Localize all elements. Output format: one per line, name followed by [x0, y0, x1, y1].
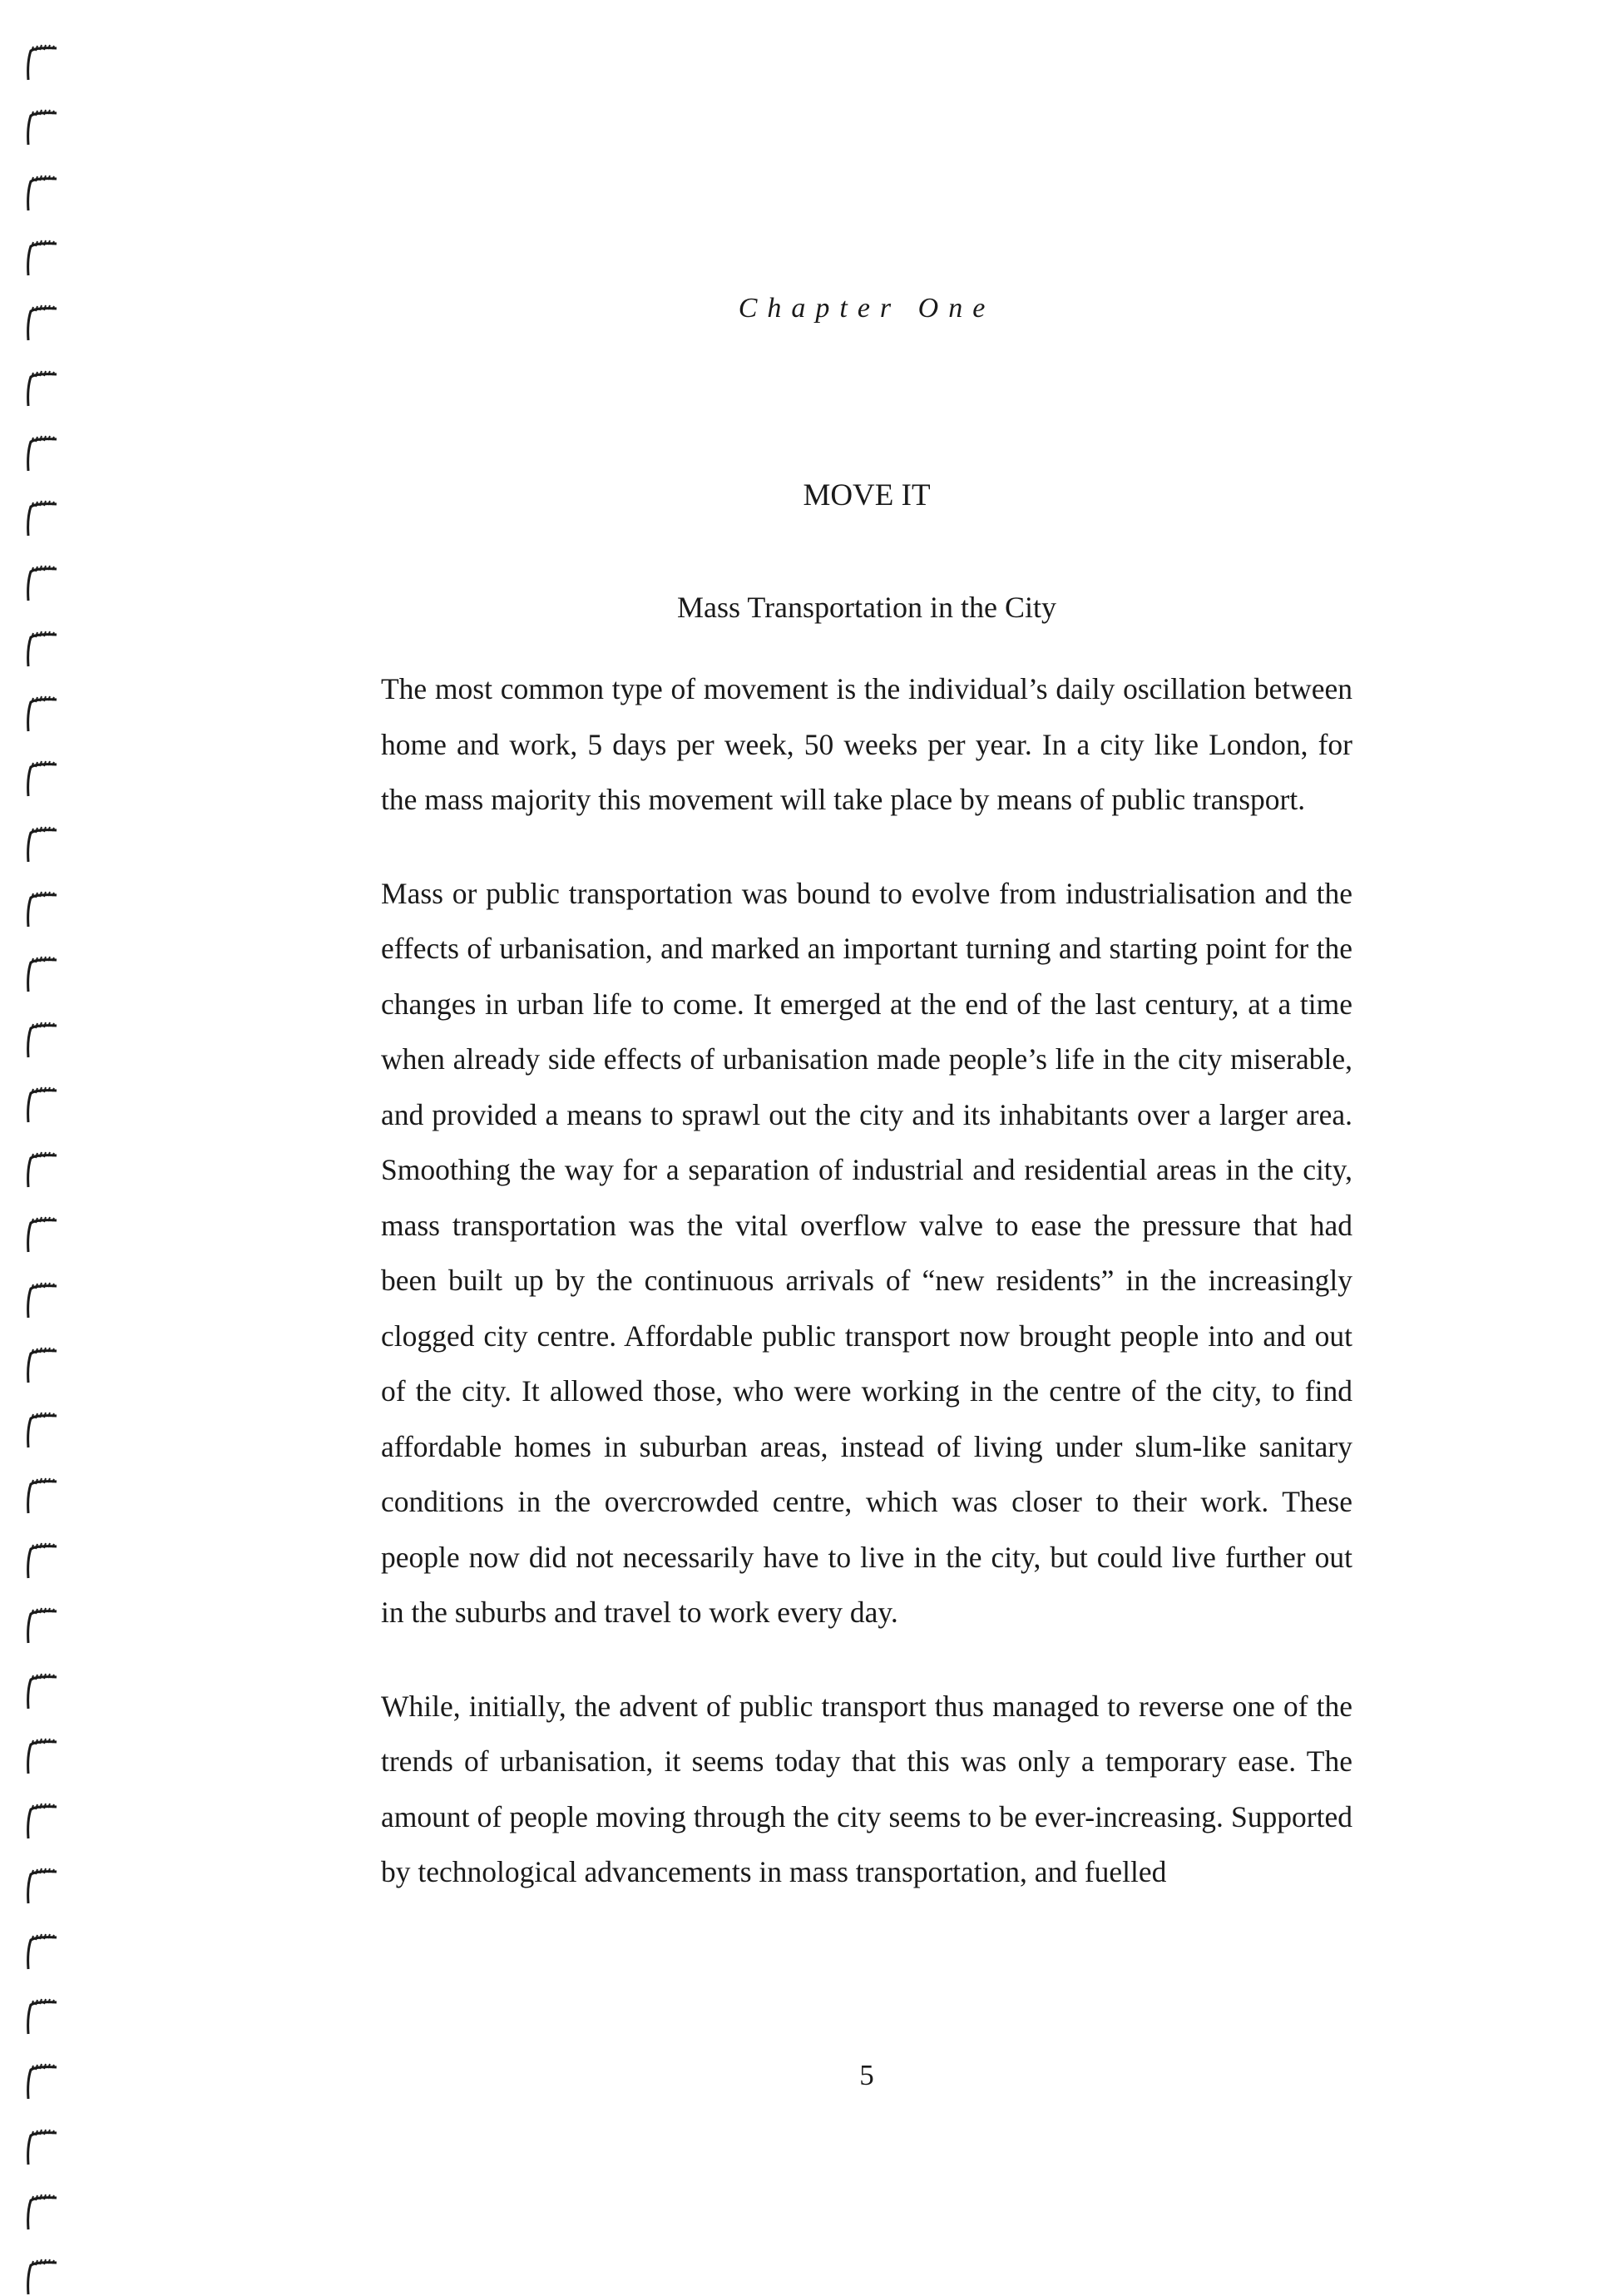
paragraph: While, initially, the advent of public transport thus managed to reverse one of the trends of urbanisation, it seems today that this was only a temporary ease. The amount of people moving through the city seems to be ever-increasing. Supported by technological advancements in mass transportation, and fuelled	[381, 1689, 1352, 1888]
spiral-binding-hole-icon	[23, 1411, 60, 1449]
page-number: 5	[859, 2059, 874, 2091]
spiral-binding-hole-icon	[23, 564, 60, 602]
spiral-binding-hole-icon	[23, 1215, 60, 1254]
section-subtitle: Mass Transportation in the City	[676, 591, 1057, 624]
spiral-binding-hole-icon	[23, 2062, 60, 2101]
spiral-binding-hole-icon	[23, 1281, 60, 1319]
spiral-binding-hole-icon	[23, 1021, 60, 1059]
paragraph: Mass or public transportation was bound to evolve from industrialisation and the effects of urbanisation, and marked an important turning and starting point for the changes in urban life to come. It emerged at the end of the last century, at a time when already side effects of urbanisation made people’s life in the city miserable, and provided a means to sprawl out the city and its inhabitants over a larger area. Smoothing the way for a separation of industrial and residential areas in the city, mass transportation was the vital overflow valve to ease the pressure that had been built up by the continuous arrivals of “new residents” in the increasingly clogged city centre. Affordable public transport now brought people into and out of the city. It allowed those, who were working in the centre of the city, to find affordable homes in suburban areas, instead of living under slum-like sanitary conditions in the overcrowded centre, which was closer to their work. These people now did not necessarily have to live in the city, but could live further out in the suburbs and travel to work every day.	[381, 876, 1352, 1629]
spiral-binding	[0, 0, 91, 2269]
spiral-binding-hole-icon	[23, 630, 60, 668]
spiral-binding-hole-icon	[23, 2258, 60, 2296]
spiral-binding-hole-icon	[23, 1802, 60, 1840]
spiral-binding-hole-icon	[23, 760, 60, 798]
spiral-binding-hole-icon	[23, 108, 60, 146]
spiral-binding-hole-icon	[23, 1867, 60, 1905]
spiral-binding-hole-icon	[23, 1086, 60, 1124]
chapter-title: MOVE IT	[803, 478, 931, 512]
document-page	[381, 0, 1352, 2269]
spiral-binding-hole-icon	[23, 825, 60, 863]
spiral-binding-hole-icon	[23, 2128, 60, 2166]
spiral-binding-hole-icon	[23, 1150, 60, 1189]
spiral-binding-hole-icon	[23, 2193, 60, 2231]
spiral-binding-hole-icon	[23, 43, 60, 82]
chapter-label: Chapter One	[738, 293, 996, 324]
spiral-binding-hole-icon	[23, 1672, 60, 1710]
spiral-binding-hole-icon	[23, 174, 60, 212]
spiral-binding-hole-icon	[23, 434, 60, 473]
spiral-binding-hole-icon	[23, 499, 60, 537]
spiral-binding-hole-icon	[23, 239, 60, 277]
spiral-binding-hole-icon	[23, 890, 60, 928]
spiral-binding-hole-icon	[23, 304, 60, 342]
spiral-binding-hole-icon	[23, 1606, 60, 1645]
body-text	[381, 661, 1352, 1938]
spiral-binding-hole-icon	[23, 1997, 60, 2036]
spiral-binding-hole-icon	[23, 1477, 60, 1515]
spiral-binding-hole-icon	[23, 955, 60, 993]
spiral-binding-hole-icon	[23, 369, 60, 408]
spiral-binding-hole-icon	[23, 695, 60, 733]
spiral-binding-hole-icon	[23, 1541, 60, 1580]
spiral-binding-hole-icon	[23, 1737, 60, 1775]
spiral-binding-hole-icon	[23, 1346, 60, 1384]
spiral-binding-hole-icon	[23, 1932, 60, 1971]
paragraph: The most common type of movement is the individual’s daily oscillation between home and work, 5 days per week, 50 weeks per year. In a city like London, for the mass majority this movement will take place by means of public transport.	[381, 672, 1352, 816]
